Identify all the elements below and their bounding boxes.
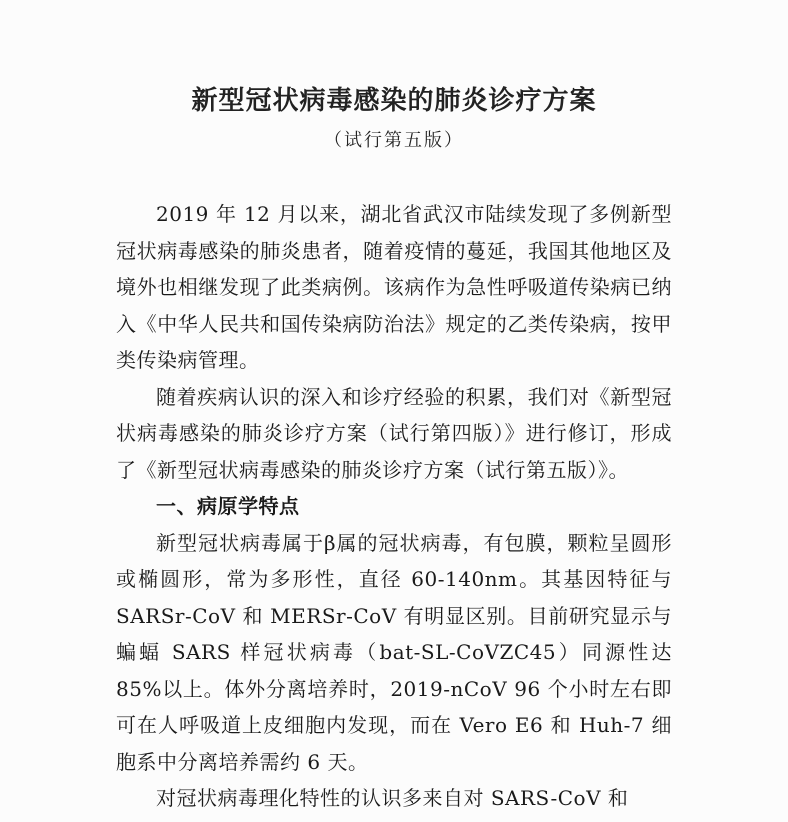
paragraph-revision: 随着疾病认识的深入和诊疗经验的积累，我们对《新型冠状病毒感染的肺炎诊疗方案（试行第四版）》进行修订，形成了《新型冠状病毒感染的肺炎诊疗方案（试行第五版）》。 — [116, 384, 672, 482]
section-heading-etiology: 一、病原学特点 — [156, 494, 300, 518]
document-body — [116, 196, 672, 817]
document-title: 新型冠状病毒感染的肺炎诊疗方案 — [191, 86, 597, 116]
paragraph-intro: 2019 年 12 月以来，湖北省武汉市陆续发现了多例新型冠状病毒感染的肺炎患者，随着疫情的蔓延，我国其他地区及境外也相继发现了此类病例。该病作为急性呼吸道传染病已纳入《中华人民共和国传染病防治法》规定的乙类传染病，按甲类传染病管理。 — [116, 202, 672, 372]
document-subtitle: （试行第五版） — [324, 130, 464, 151]
paragraph-physicochemical: 对冠状病毒理化特性的认识多来自对 SARS-CoV 和 — [156, 786, 629, 810]
paragraph-virus-features: 新型冠状病毒属于β属的冠状病毒，有包膜，颗粒呈圆形或椭圆形，常为多形性，直径 60-140nm。其基因特征与 SARSr-CoV 和 MERSr-CoV 有明显区别。目前研究显示与蝙蝠 SARS 样冠状病毒（bat-SL-CoVZC45）同源性达 85%以上。体外分离培养时，2019-nCoV 96 个小时左右即可在人呼吸道上皮细胞内发现，而在 Vero E6 和 Huh-7 细胞系中分离培养需约 6 天。 — [116, 530, 672, 774]
